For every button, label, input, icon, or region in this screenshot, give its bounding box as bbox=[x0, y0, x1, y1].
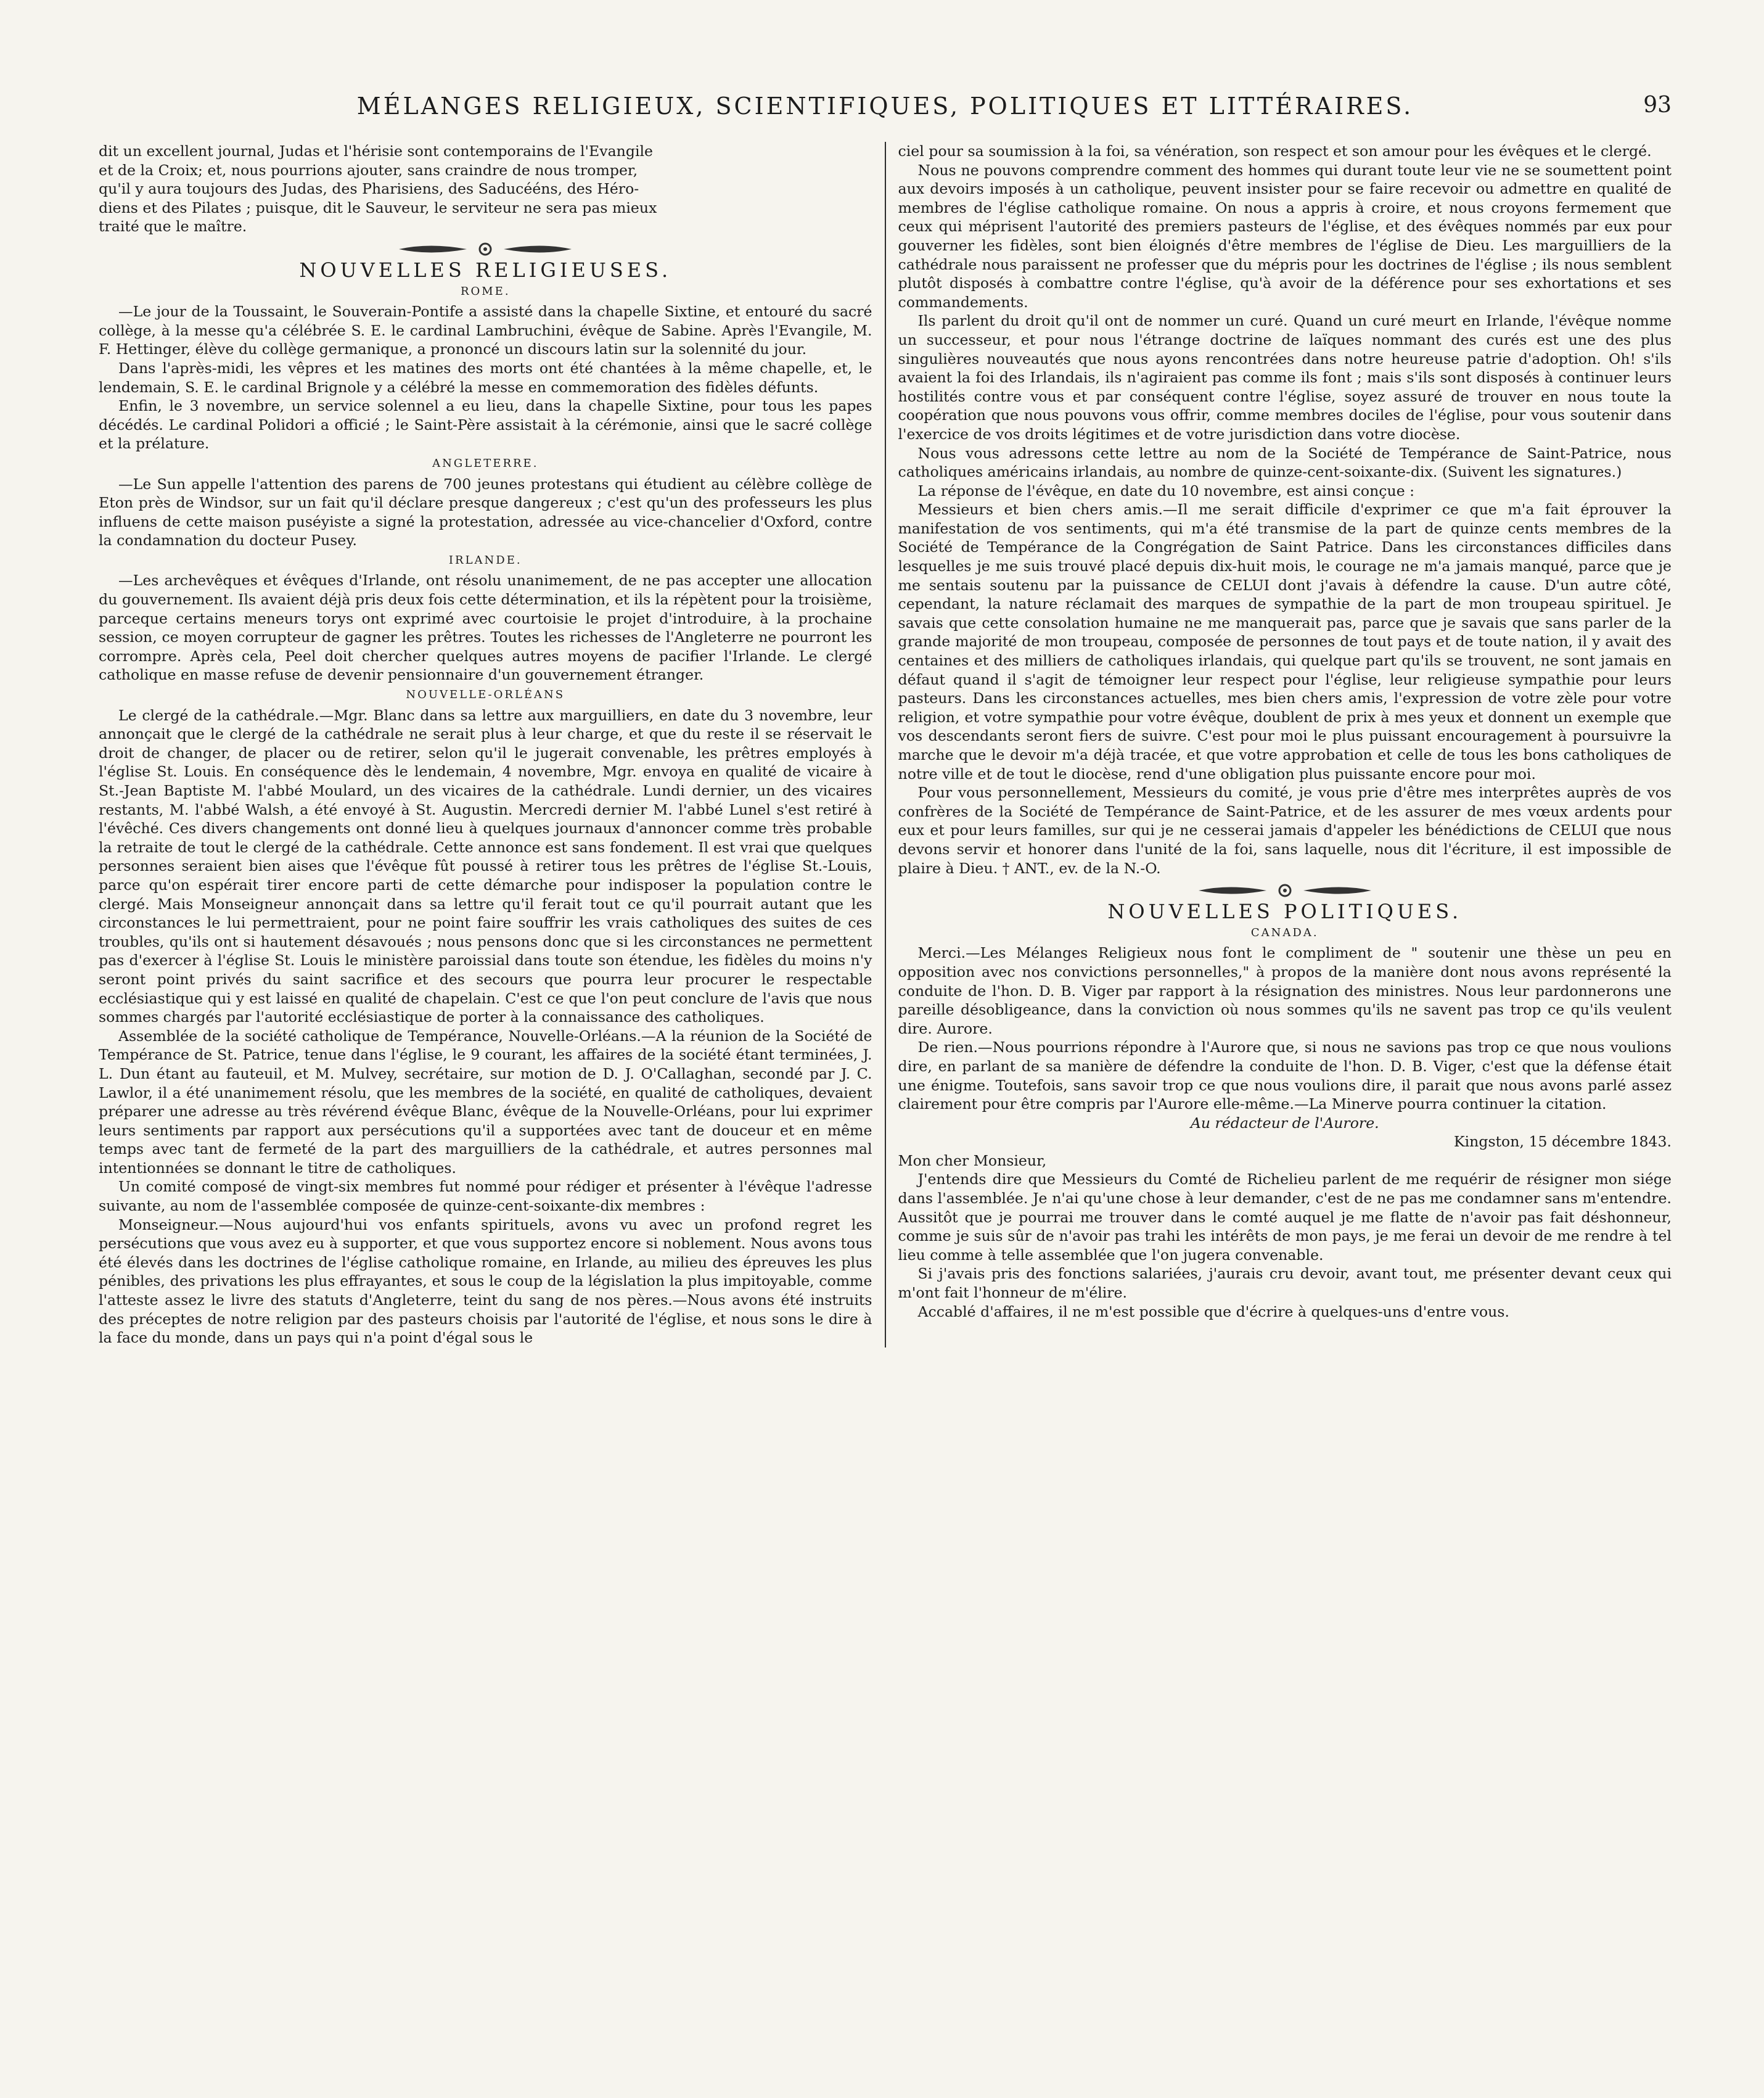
article-paragraph: Le clergé de la cathédrale.—Mgr. Blanc dans sa lettre aux marguilliers, en date du 3 novembre, leur annonçait que le clergé de la cathédrale ne serait plus à leur charge, et que du reste il se réservait le droit de changer, de placer ou de retirer, selon qu'il le jugerait convenable, les prêtres employés à l'église St. Louis. En conséquence dès le lendemain, 4 novembre, Mgr. envoya en qualité de vicaire à St.-Jean Baptiste M. l'abbé Moulard, un des vicaires de la cathédrale. Lundi dernier, un des vicaires restants, M. l'abbé Walsh, a été envoyé à St. Augustin. Mercredi dernier M. l'abbé Lunel s'est retiré à l'évêché. Ces divers changements ont donné lieu à quelques journaux d'annoncer comme très probable la retraite de tout le clergé de la cathédrale. Cette annonce est sans fondement. Il est vrai que quelques personnes seraient bien aises que l'évêque fût poussé à retirer tous les prêtres de l'église St.-Louis, parce qu'on espérait tirer encore parti de cette démarche pour indisposer la population contre le clergé. Mais Monseigneur annonçait dans sa lettre qu'il ferait tout ce qu'il pourrait autant que les circonstances le lui permettraient, pour ne point faire souffrir les vrais catholiques des suites de ces troubles, qu'ils ont si hautement désavoués ; nous pensons donc que si les circonstances ne permettent pas d'exercer à l'église St. Louis le ministère paroissial dans toute son étendue, les fidèles du moins n'y seront point privés du saint sacrifice et des secours que pourra leur procurer le respectable ecclésiastique qui y est laissé en qualité de chapelain. C'est ce que l'on peut conclure de l'avis que nous sommes chargés par l'autorité ecclésiastique de porter à la connaissance des catholiques. bbox=[99, 706, 872, 1026]
intro-line: qu'il y aura toujours des Judas, des Pharisiens, des Saducééns, des Héro- bbox=[99, 180, 639, 198]
left-column bbox=[99, 142, 886, 1347]
subhead-nouvelle-orleans: NOUVELLE-ORLÉANS bbox=[406, 688, 565, 702]
article-paragraph: La réponse de l'évêque, en date du 10 novembre, est ainsi conçue : bbox=[917, 482, 1415, 500]
intro-line: et de la Croix; et, nous pourrions ajouter, sans craindre de nous tromper, bbox=[99, 161, 638, 179]
article-paragraph: Messieurs et bien chers amis.—Il me serait difficile d'exprimer ce que m'a fait éprouver la manifestation de vos sentiments, qui m'a été transmise de la part de quinze cents membres de la Société de Tempérance de la Congrégation de Saint Patrice. Dans les circonstances difficiles dans lesquelles je me suis trouvé placé depuis dix-huit mois, le courage ne m'a jamais manqué, parce que je me sentais soutenu par la puissance de CELUI dont j'avais à défendre la cause. D'un autre côté, cependant, la nature réclamait des marques de sympathie de la part de mon troupeau spirituel. Je savais que cette consolation humaine ne me manquerait pas, parce que je savais que sans parler de la grande majorité de mon troupeau, composée de personnes de tout pays et de toute nation, il y avait des centaines et des milliers de catholiques irlandais, qui quelque part qu'ils se trouvent, ne sont jamais en défaut quand il s'agit de témoigner leur respect pour l'église, leur religieuse sympathie pour leurs pasteurs. Dans les circonstances actuelles, mes bien chers amis, l'expression de votre zèle pour votre religion, et votre sympathie pour votre évêque, doublent de prix à mes yeux et donnent un exemple que vos descendants seront fiers de suivre. C'est pour moi le plus puissant encouragement à poursuivre la marche que le devoir m'a déjà tracée, et que votre approbation et celle de tous les bons catholiques de notre ville et de tout le diocèse, rend d'une obligation plus puissante encore pour moi. bbox=[898, 501, 1672, 783]
subhead-canada: CANADA. bbox=[1250, 926, 1319, 939]
right-column bbox=[886, 142, 1672, 1347]
letter-dateline: Kingston, 15 décembre 1843. bbox=[1454, 1133, 1672, 1151]
article-paragraph: Nous vous adressons cette lettre au nom de la Société de Tempérance de Saint-Patrice, nous catholiques américains irlandais, au nombre de quinze-cent-soixante-dix. (Suivent les signatures.) bbox=[898, 444, 1672, 481]
article-paragraph: —Le Sun appelle l'attention des parens de 700 jeunes protestans qui étudient au célèbre collège de Eton près de Windsor, sur un fait qu'il déclare presque dangereux ; c'est qu'un des professeurs les plus influens de cette maison puséyiste a signé la protestation, adressée au vice-chancelier d'Oxford, contre la condamnation du docteur Pusey. bbox=[99, 475, 872, 549]
subhead-rome: ROME. bbox=[460, 284, 511, 298]
section-title-politiques: NOUVELLES POLITIQUES. bbox=[1107, 900, 1462, 924]
section-title-religieuses: NOUVELLES RELIGIEUSES. bbox=[299, 258, 672, 282]
article-paragraph: ciel pour sa soumission à la foi, sa vénération, son respect et son amour pour les évêques et le clergé. bbox=[898, 142, 1652, 160]
intro-line: diens et des Pilates ; puisque, dit le Sauveur, le serviteur ne sera pas mieux bbox=[99, 199, 657, 216]
subhead-angleterre: ANGLETERRE. bbox=[432, 456, 539, 470]
scroll-ornament-icon bbox=[1192, 882, 1377, 899]
two-column-body bbox=[99, 142, 1672, 1347]
article-paragraph: De rien.—Nous pourrions répondre à l'Aurore que, si nous ne savions pas trop ce que nous voulions dire, en parlant de sa manière de défendre la conduite de l'hon. D. B. Viger, c'est que la défense était une énigme. Toutefois, sans savoir trop ce que nous voulions dire, il parait que nous avons parlé assez clairement pour être compris par l'Aurore elle-même.—La Minerve pourra continuer la citation. bbox=[898, 1039, 1672, 1113]
article-paragraph: Ils parlent du droit qu'il ont de nommer un curé. Quand un curé meurt en Irlande, l'évêque nomme un successeur, et pour nous l'étrange doctrine de laïques nommant des curés est une des plus singulières nouveautés que nous ayons rencontrées dans notre heureuse patrie d'adoption. Oh! s'ils avaient la foi des Irlandais, ils n'agiraient pas comme ils font ; mais s'ils sont disposés à continuer leurs hostilités contre vous et par conséquent contre l'église, soyez assuré de trouver en nous toute la coopération que nous pouvons vous offrir, comme membres dociles de l'église, pour vous soutenir dans l'exercice de vos droits légitimes et de votre jurisdiction dans votre diocèse. bbox=[898, 312, 1672, 443]
page-number: 93 bbox=[1643, 93, 1672, 118]
article-paragraph: —Les archevêques et évêques d'Irlande, ont résolu unanimement, de ne pas accepter une allocation du gouvernement. Ils avaient déjà pris deux fois cette détermination, et ils la répètent pour la troisième, parceque certains meneurs torys ont exprimé avec courtoisie le projet d'introduire, à la prochaine session, ce moyen corrupteur de gagner les prêtres. Toutes les richesses de l'Angleterre ne pourront les corrompre. Après cela, Peel doit chercher quelques autres moyens de pacifier l'Irlande. Le clergé catholique en masse refuse de devenir pensionnaire d'un gouvernement étranger. bbox=[99, 572, 872, 684]
letter-heading: Au rédacteur de l'Aurore. bbox=[1190, 1114, 1379, 1132]
scroll-ornament-icon bbox=[393, 241, 578, 257]
article-paragraph: Merci.—Les Mélanges Religieux nous font le compliment de " soutenir une thèse un peu en opposition avec nos convictions personnelles," à propos de la manière dont nous avons représenté la conduite de l'hon. D. B. Viger par rapport à la résignation des ministres. Nous leur pardonnerons une pareille désobligeance, dans la conviction où nous sommes qu'ils ne savent pas trop ce qu'ils veulent dire. Aurore. bbox=[898, 944, 1672, 1037]
article-paragraph: —Le jour de la Toussaint, le Souverain-Pontife a assisté dans la chapelle Sixtine, et entouré du sacré collège, à la messe qu'a célébrée S. E. le cardinal Lambruchini, évêque de Sabine. Après l'Evangile, M. F. Hettinger, élève du collège germanique, a prononcé un discours latin sur la solennité du jour. bbox=[99, 303, 872, 358]
article-paragraph: Pour vous personnellement, Messieurs du comité, je vous prie d'être mes interprêtes auprès de vos confrères de la Société de Tempérance de Saint-Patrice, et de les assurer de mes vœux ardents pour eux et pour leurs familles, sur qui je ne cesserai jamais d'appeler les bénédictions de CELUI que nous devons servir et honorer dans l'unité de la foi, sans laquelle, nous dit l'écriture, il est impossible de plaire à Dieu. † ANT., ev. de la N.-O. bbox=[898, 784, 1672, 877]
intro-line: traité que le maître. bbox=[99, 218, 247, 236]
letter-paragraph: J'entends dire que Messieurs du Comté de Richelieu parlent de me requérir de résigner mon siége dans l'assemblée. Je n'ai qu'une chose à leur demander, c'est de ne pas me condamner sans m'entendre. Aussitôt que je pourrai me trouver dans le comté auquel je me flatte de n'avoir pas fait déshonneur, comme je suis sûr de n'avoir pas trahi les intérêts de mon pays, je me ferai un devoir de me rendre à tel lieu comme à telle assemblée que l'on jugera convenable. bbox=[898, 1170, 1672, 1264]
letter-paragraph: Accablé d'affaires, il ne m'est possible que d'écrire à quelques-uns d'entre vous. bbox=[917, 1302, 1509, 1320]
page-header bbox=[99, 93, 1672, 142]
article-paragraph: Nous ne pouvons comprendre comment des hommes qui durant toute leur vie ne se soumettent point aux devoirs imposés à un catholique, peuvent insister pour se faire recevoir ou admettre en qualité de membres de l'église catholique romaine. On nous a appris à croire, et nous croyons fermement que ceux qui méprisent l'autorité des premiers pasteurs de l'église, et des évêques nommés par eux pour gouverner les fidèles, sont bien éloignés d'être membres de l'église de Dieu. Les marguilliers de la cathédrale nous paraissent ne professer que du mépris pour les doctrines de l'église ; ils nous semblent plutôt disposés à combattre contre l'église, qu'à avoir de la déférence pour ses exhortations et ses commandements. bbox=[898, 161, 1672, 311]
article-paragraph: Monseigneur.—Nous aujourd'hui vos enfants spirituels, avons vu avec un profond regret les persécutions que vous avez eu à supporter, et que vous supportez encore si noblement. Nous avons tous été élevés dans les doctrines de l'église catholique romaine, en Irlande, au milieu des épreuves les plus pénibles, des privations les plus effrayantes, et sous le coup de la législation la plus impitoyable, comme l'atteste assez le livre des statuts d'Angleterre, teint du sang de nos pères.—Nous avons été instruits des préceptes de notre religion par des pasteurs choisis par l'autorité de l'église, et nous sons le dire à la face du monde, dans un pays qui n'a point d'égal sous le bbox=[99, 1216, 872, 1347]
article-paragraph: Dans l'après-midi, les vêpres et les matines des morts ont été chantées à la même chapelle, et, le lendemain, S. E. le cardinal Brignole y a célébré la messe en commemoration des fidèles défunts. bbox=[99, 359, 872, 396]
intro-line: dit un excellent journal, Judas et l'hérisie sont contemporains de l'Evangile bbox=[99, 142, 653, 160]
article-paragraph: Un comité composé de vingt-six membres fut nommé pour rédiger et présenter à l'évêque l'adresse suivante, au nom de l'assemblée composée de quinze-cent-soixante-dix membres : bbox=[99, 1178, 872, 1215]
letter-salutation: Mon cher Monsieur, bbox=[898, 1151, 1047, 1169]
letter-paragraph: Si j'avais pris des fonctions salariées, j'aurais cru devoir, avant tout, me présenter devant ceux qui m'ont fait l'honneur de m'élire. bbox=[898, 1265, 1672, 1302]
article-paragraph: Assemblée de la société catholique de Tempérance, Nouvelle-Orléans.—A la réunion de la Société de Tempérance de St. Patrice, tenue dans l'église, le 9 courant, les affaires de la société étant terminées, J. L. Dun étant au fauteuil, et M. Mulvey, secrétaire, sur motion de D. J. O'Callaghan, secondé par J. C. Lawlor, il a été unanimement résolu, que les membres de la société, en qualité de catholiques, devaient préparer une adresse au très révérend évêque Blanc, évêque de la Nouvelle-Orléans, pour lui exprimer leurs sentiments par rapport aux persécutions qu'il a supportées avec tant de douceur et en même temps avec tant de fermeté de la part des marguilliers de la cathédrale, et autres personnes mal intentionnées se donnant le titre de catholiques. bbox=[99, 1027, 872, 1177]
article-paragraph: Enfin, le 3 novembre, un service solennel a eu lieu, dans la chapelle Sixtine, pour tous les papes décédés. Le cardinal Polidori a officié ; le Saint-Père assistait à la cérémonie, ainsi que le sacré collège et la prélature. bbox=[99, 397, 872, 453]
subhead-irlande: IRLANDE. bbox=[448, 553, 522, 567]
running-title: MÉLANGES RELIGIEUX, SCIENTIFIQUES, POLITIQUES ET LITTÉRAIRES. bbox=[356, 93, 1414, 120]
